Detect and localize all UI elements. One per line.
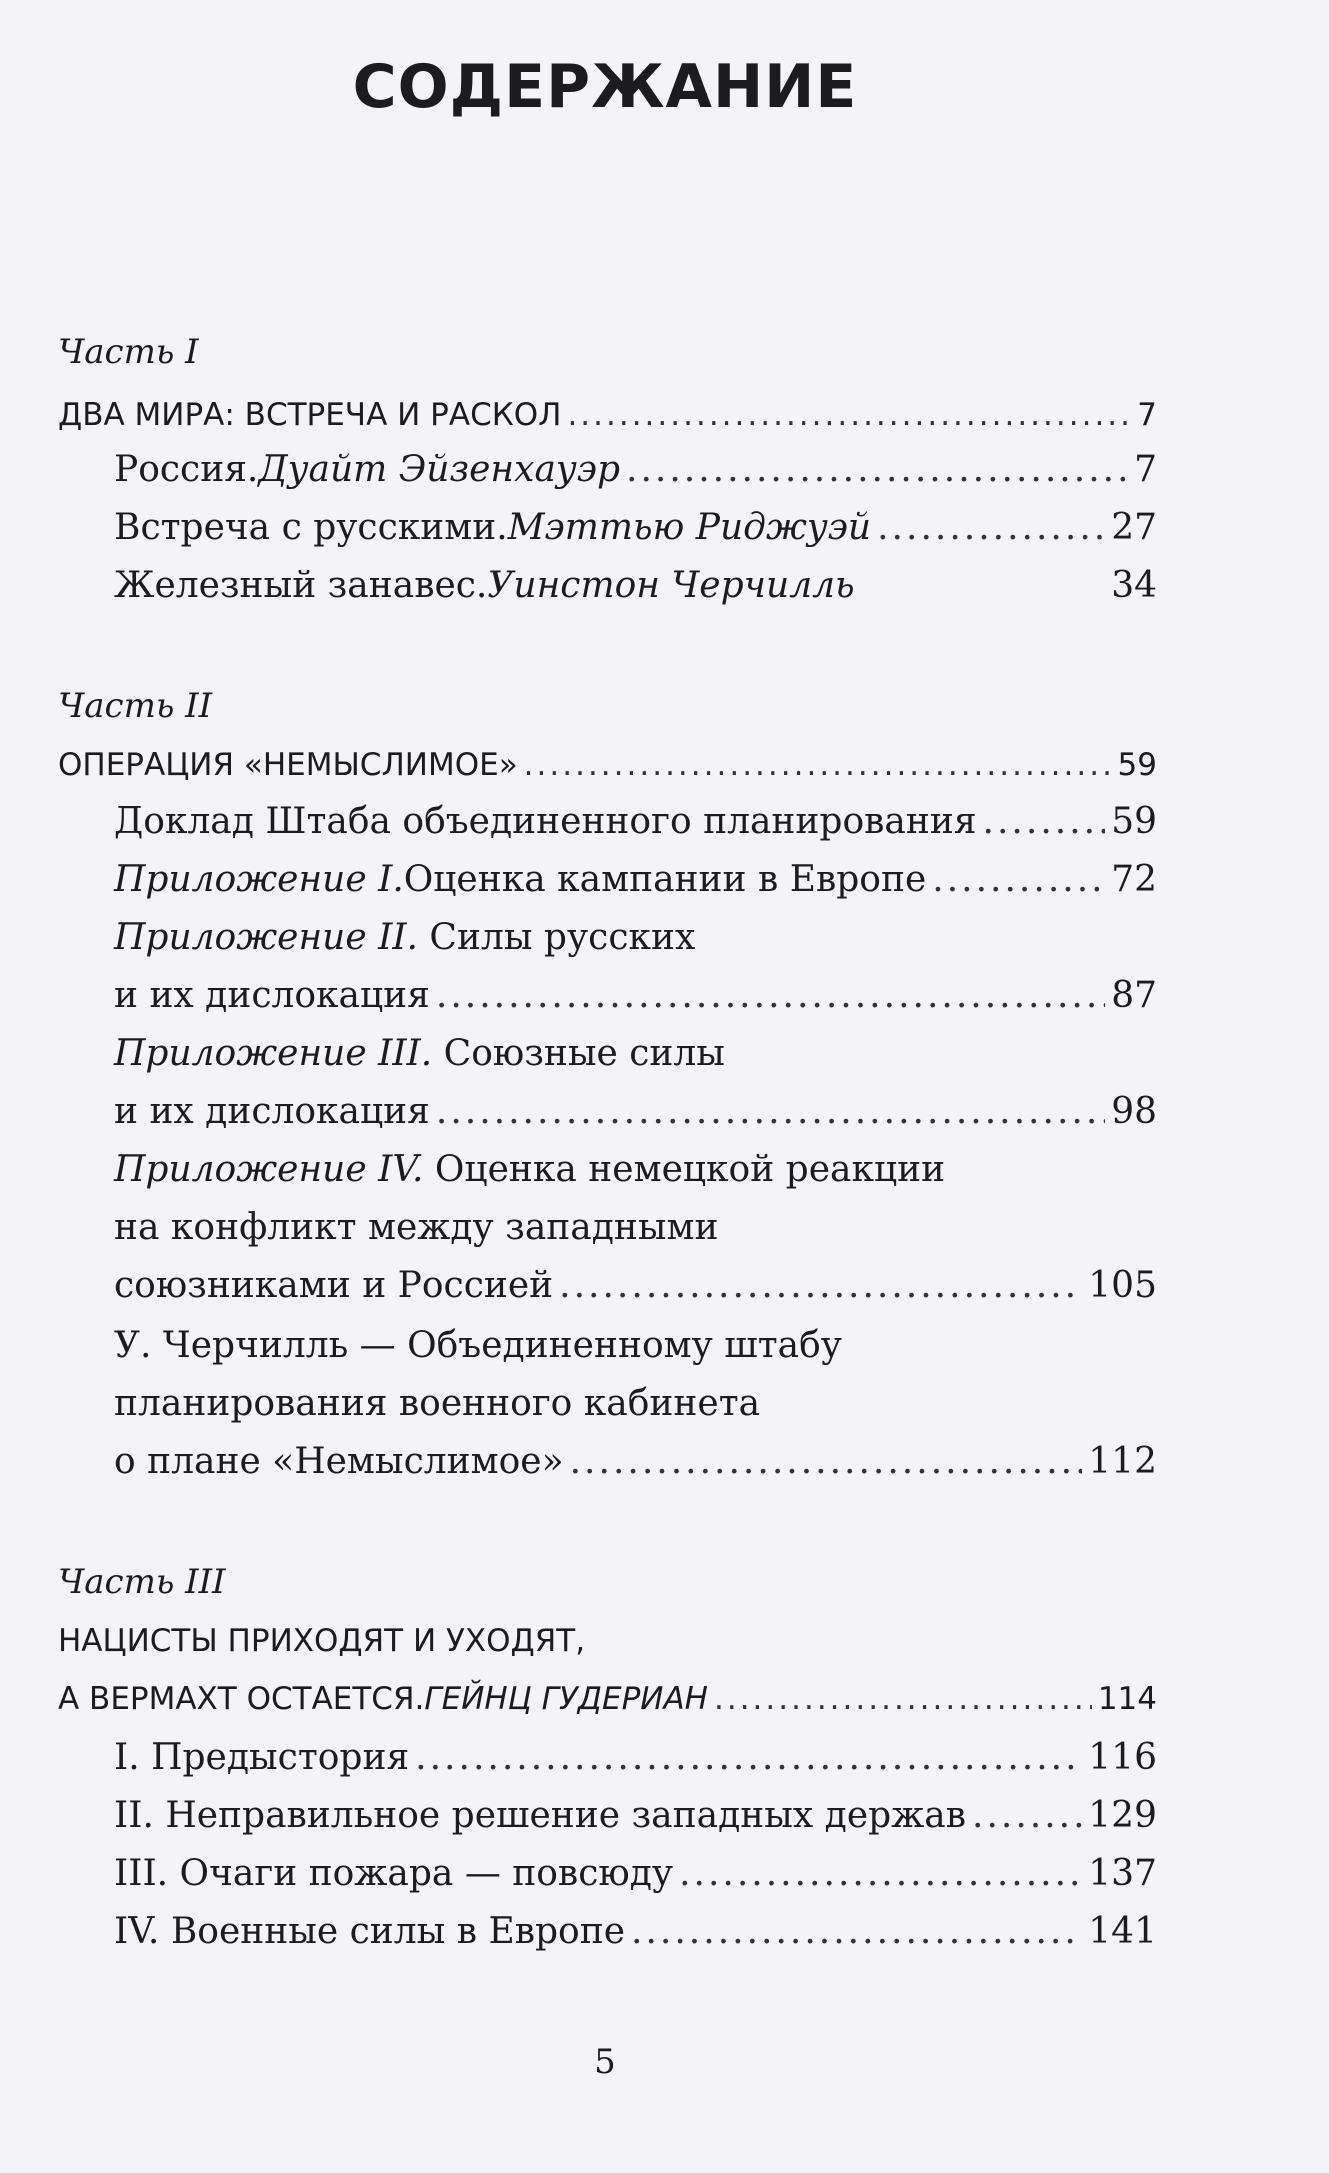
leader-dots [983,804,1106,840]
entry-text: Доклад Штаба объединенного планирования [114,801,977,842]
entry-text: союзниками и Россией [114,1265,554,1306]
page-ref: 87 [1111,975,1157,1016]
toc-entry [114,1795,1157,1836]
page-ref: 105 [1088,1265,1157,1306]
entry-text: Железный занавес. [114,565,488,606]
entry-text: Оценка кампании в Европе [403,859,927,900]
leader-dots [932,862,1105,898]
leader-dots [567,400,1131,431]
page-ref: 34 [1111,565,1157,606]
entry-text: на конфликт между западными [114,1207,719,1248]
toc-entry [114,1737,1157,1778]
leader-dots [714,1684,1092,1715]
toc-entry [114,801,1157,842]
page-ref: 114 [1097,1681,1157,1717]
page-ref: 116 [1088,1737,1157,1778]
part-heading-text: ДВА МИРА: ВСТРЕЧА И РАСКОЛ [58,397,562,433]
toc-entry-line [114,917,696,958]
leader-dots [415,1740,1082,1776]
appendix-label: Приложение II. [114,917,418,958]
part-heading-text: ОПЕРАЦИЯ «НЕМЫСЛИМОЕ» [58,747,518,783]
page-ref: 59 [1117,747,1157,783]
page-ref: 112 [1088,1441,1157,1482]
entry-text: о плане «Немыслимое» [114,1441,564,1482]
leader-dots [559,1268,1082,1304]
leader-dots [972,1798,1082,1834]
entry-text: Оценка немецкой реакции [423,1149,946,1190]
toc-entry [114,507,1157,548]
page-ref: 59 [1111,801,1157,842]
page-ref: 27 [1111,507,1157,548]
part-label: Часть II [58,686,213,726]
appendix-label: Приложение III. [114,1033,433,1074]
toc-entry [114,1265,1157,1306]
page-ref: 72 [1111,859,1157,900]
page-ref: 7 [1134,449,1157,490]
part-heading [58,397,1157,433]
entry-text: IV. Военные силы в Европе [114,1911,626,1952]
page-ref: 7 [1137,397,1157,433]
entry-text: II. Неправильное решение западных держав [114,1795,967,1836]
appendix-label: Приложение IV. [114,1149,424,1190]
toc-entry [114,859,1157,900]
page-title: СОДЕРЖАНИЕ [352,52,858,122]
leader-dots [631,1914,1082,1950]
toc-entry [114,565,1157,606]
toc-entry-line [114,1033,725,1074]
entry-text: Встреча с русскими. [114,507,508,548]
part-heading-line: НАЦИСТЫ ПРИХОДЯТ И УХОДЯТ, [58,1623,586,1659]
entry-text: и их дислокация [114,975,430,1016]
toc-entry [114,1853,1157,1894]
entry-text: планирования военного кабинета [114,1383,761,1424]
page-ref: 137 [1088,1853,1157,1894]
leader-dots [877,510,1105,546]
entry-text: Союзные силы [432,1033,725,1074]
part-label: Часть I [58,332,199,372]
leader-dots [679,1856,1082,1892]
entry-author: Дуайт Эйзенхауэр [258,449,620,490]
part-heading-text: А ВЕРМАХТ ОСТАЕТСЯ. [58,1681,425,1717]
part-label: Часть III [58,1562,226,1602]
part-heading-author: ГЕЙНЦ ГУДЕРИАН [424,1681,708,1717]
leader-dots [524,750,1112,781]
part-heading [58,747,1157,783]
entry-text: и их дислокация [114,1091,430,1132]
toc-entry-line [114,1207,719,1248]
entry-text: Россия. [114,449,259,490]
leader-dots [436,978,1105,1014]
leader-dots [626,452,1128,488]
toc-entry [114,1911,1157,1952]
entry-author: Мэттью Риджуэй [507,507,872,548]
page-ref: 141 [1088,1911,1157,1952]
toc-entry-line [114,1383,761,1424]
toc-entry-line [114,1149,946,1190]
page-number: 5 [594,2042,616,2082]
leader-dots [570,1444,1083,1480]
appendix-label: Приложение I. [114,859,404,900]
toc-entry-line [114,1325,842,1366]
entry-author: Уинстон Черчилль [487,565,855,606]
entry-text: У. Черчилль — Объединенному штабу [114,1325,842,1366]
entry-text: Силы русских [417,917,696,958]
toc-entry [114,1091,1157,1132]
entry-text: III. Очаги пожара — повсюду [114,1853,674,1894]
leader-dots [436,1094,1105,1130]
entry-text: I. Предыстория [114,1737,410,1778]
toc-entry [114,1441,1157,1482]
page-ref: 129 [1088,1795,1157,1836]
toc-entry [114,449,1157,490]
toc-entry [114,975,1157,1016]
part-heading [58,1681,1157,1717]
page-ref: 98 [1111,1091,1157,1132]
